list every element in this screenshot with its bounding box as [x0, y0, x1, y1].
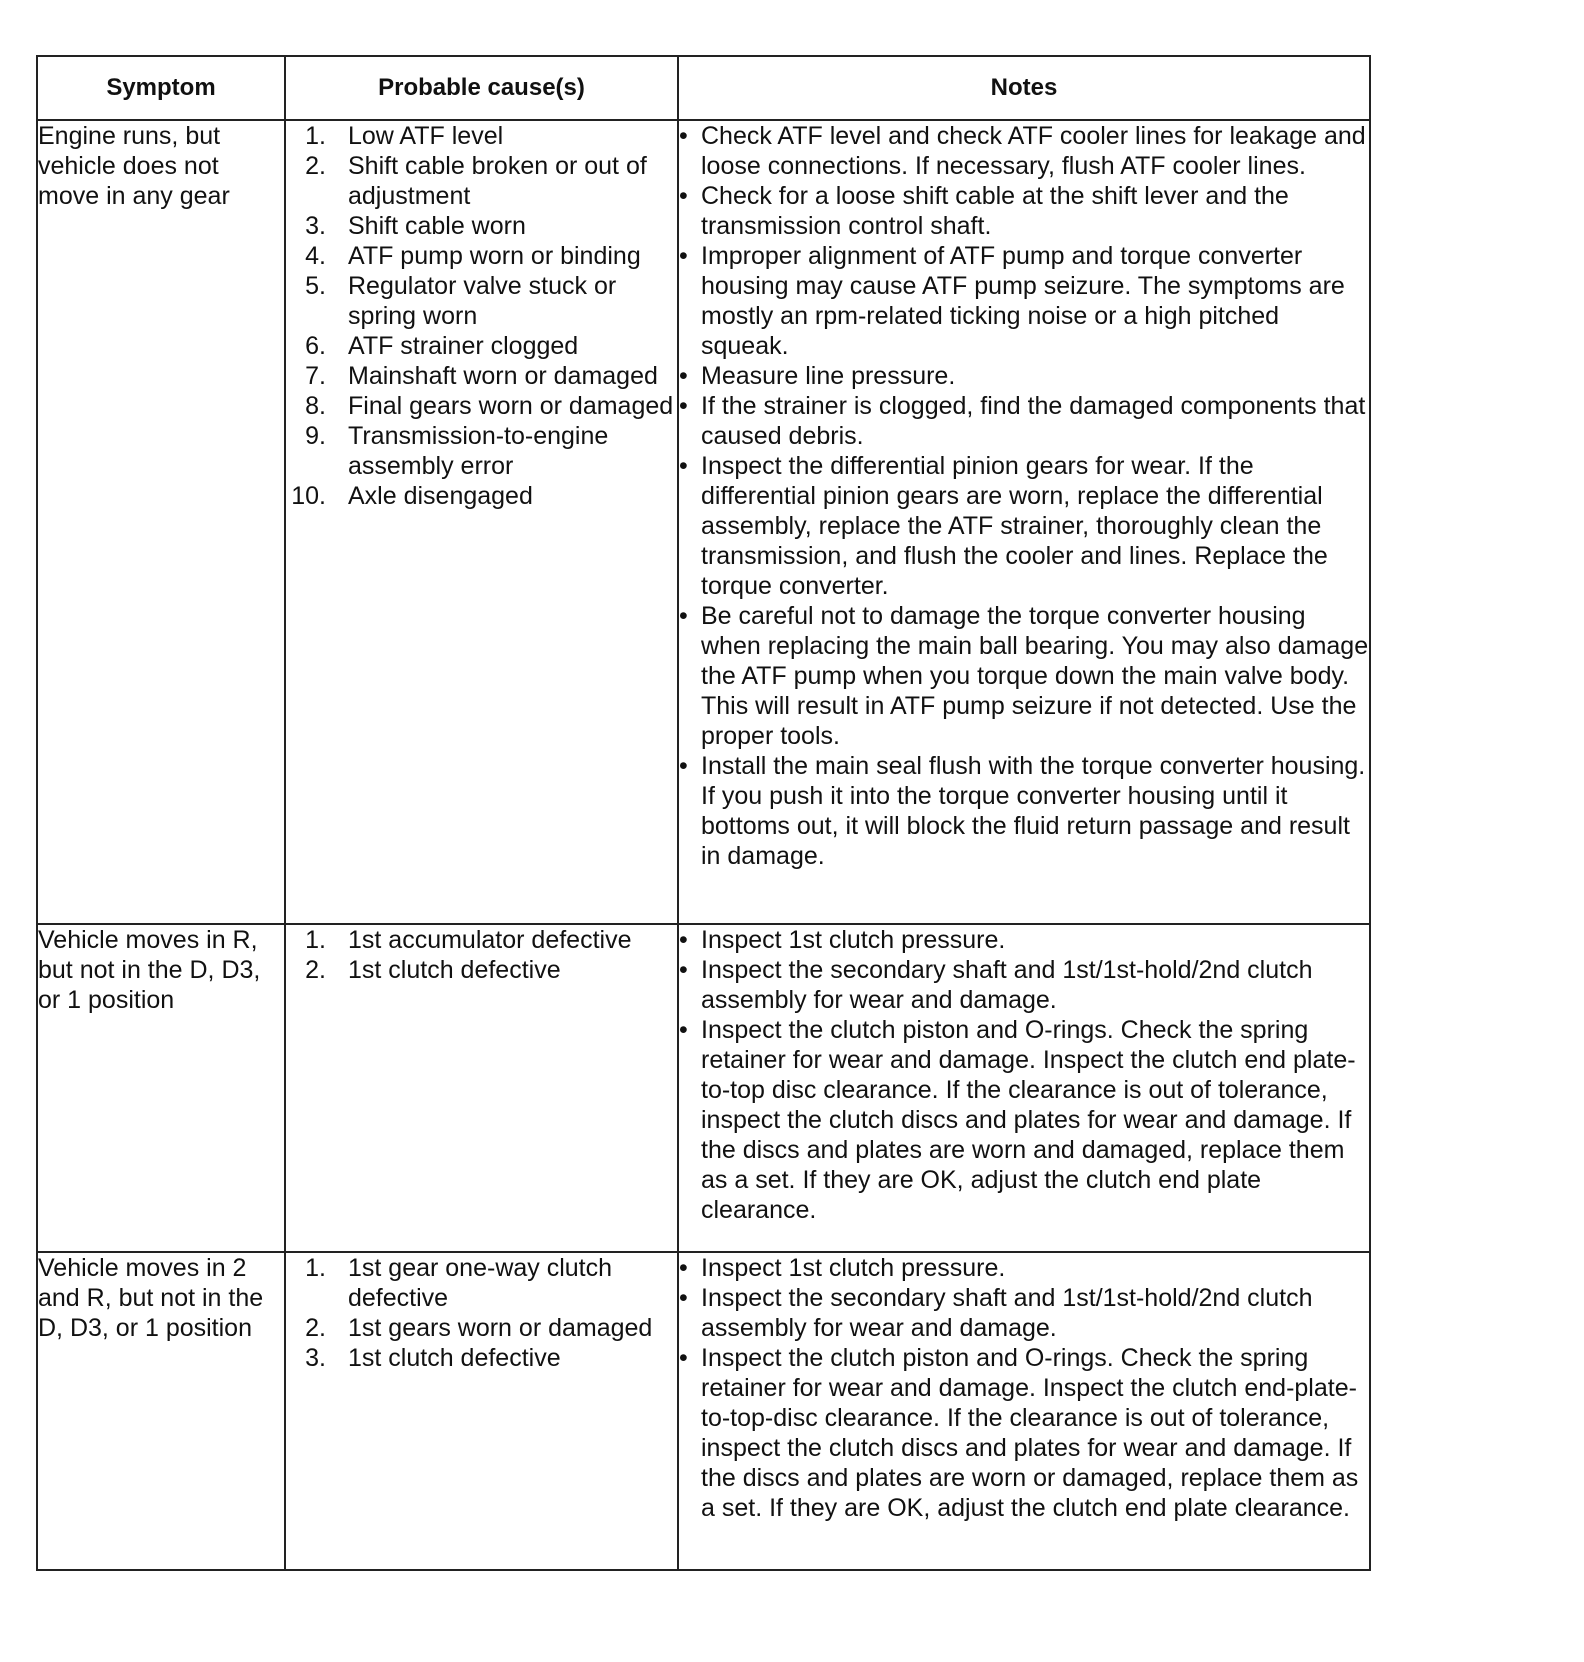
cause-text: ATF strainer clogged	[348, 332, 579, 360]
note-item	[679, 1253, 1369, 1283]
note-item	[679, 241, 1369, 361]
cause-number: 2.	[305, 152, 326, 180]
cause-number: 4.	[305, 242, 326, 270]
note-item	[679, 1015, 1369, 1225]
bullet-icon: •	[679, 1254, 688, 1282]
cause-text: 1st gear one-way clutch defective	[348, 1254, 613, 1312]
cause-number: 8.	[305, 392, 326, 420]
bullet-icon: •	[679, 122, 688, 150]
bullet-icon: •	[679, 242, 688, 270]
cause-item	[286, 1253, 677, 1313]
bullet-icon: •	[679, 362, 688, 390]
table-row	[37, 1252, 1370, 1570]
note-list	[679, 925, 1369, 1225]
cause-text: Shift cable broken or out of adjustment	[348, 152, 647, 210]
bullet-icon: •	[679, 1284, 688, 1312]
cause-text: Transmission-to-engine assembly error	[348, 422, 609, 480]
cause-number: 9.	[305, 422, 326, 450]
note-text: Inspect the clutch piston and O-rings. Check the spring retainer for wear and damage. Inspect the clutch end plate-to-top disc clearance. If the clearance is out of tolerance, inspect the clutch discs and plates for wear and damage. If the discs and plates are worn and damaged, replace them as a set. If they are OK, adjust the clutch end plate clearance.	[701, 1016, 1356, 1224]
header-probable-causes: Probable cause(s)	[285, 56, 678, 120]
cause-number: 1.	[305, 1254, 326, 1282]
header-row	[37, 56, 1370, 120]
bullet-icon: •	[679, 752, 688, 780]
cause-text: Regulator valve stuck or spring worn	[348, 272, 617, 330]
cause-item	[286, 1313, 677, 1343]
cause-item	[286, 241, 677, 271]
cause-number: 3.	[305, 1344, 326, 1372]
cause-number: 3.	[305, 212, 326, 240]
cause-text: 1st gears worn or damaged	[348, 1314, 653, 1342]
note-text: Be careful not to damage the torque converter housing when replacing the main ball bearing. You may also damage the ATF pump when you torque down the main valve body. This will result in ATF pump seizure if not detected. Use the proper tools.	[701, 602, 1369, 750]
note-text: Install the main seal flush with the torque converter housing. If you push it into the torque converter housing until it bottoms out, it will block the fluid return passage and result in damage.	[701, 752, 1366, 870]
cause-list	[286, 925, 677, 985]
cause-number: 7.	[305, 362, 326, 390]
note-item	[679, 925, 1369, 955]
note-item	[679, 1283, 1369, 1343]
cause-item	[286, 331, 677, 361]
note-text: Inspect the differential pinion gears for wear. If the differential pinion gears are worn, replace the differential assembly, replace the ATF strainer, thoroughly clean the transmission, and flush the cooler and lines. Replace the torque converter.	[701, 452, 1328, 600]
cause-number: 1.	[305, 926, 326, 954]
note-text: Measure line pressure.	[701, 362, 956, 390]
cause-item	[286, 121, 677, 151]
header-symptom: Symptom	[37, 56, 285, 120]
cause-text: 1st clutch defective	[348, 956, 561, 984]
cause-number: 10.	[291, 482, 326, 510]
cause-text: 1st accumulator defective	[348, 926, 632, 954]
cause-text: Mainshaft worn or damaged	[348, 362, 658, 390]
note-item	[679, 181, 1369, 241]
note-text: Check ATF level and check ATF cooler lines for leakage and loose connections. If necessary, flush ATF cooler lines.	[701, 122, 1366, 180]
symptom-cell: Vehicle moves in 2 and R, but not in the D, D3, or 1 position	[37, 1252, 285, 1570]
bullet-icon: •	[679, 392, 688, 420]
cause-number: 6.	[305, 332, 326, 360]
cause-item	[286, 925, 677, 955]
bullet-icon: •	[679, 956, 688, 984]
cause-item	[286, 391, 677, 421]
cause-text: Shift cable worn	[348, 212, 526, 240]
note-item	[679, 601, 1369, 751]
cause-number: 1.	[305, 122, 326, 150]
cause-item	[286, 271, 677, 331]
bullet-icon: •	[679, 1344, 688, 1372]
notes-cell	[678, 120, 1370, 924]
note-list	[679, 1253, 1369, 1523]
causes-cell	[285, 924, 678, 1252]
header-notes: Notes	[678, 56, 1370, 120]
note-text: Inspect the secondary shaft and 1st/1st-hold/2nd clutch assembly for wear and damage.	[701, 1284, 1313, 1342]
bullet-icon: •	[679, 602, 688, 630]
note-text: Inspect the secondary shaft and 1st/1st-hold/2nd clutch assembly for wear and damage.	[701, 956, 1313, 1014]
cause-text: 1st clutch defective	[348, 1344, 561, 1372]
note-text: Inspect the clutch piston and O-rings. Check the spring retainer for wear and damage. Inspect the clutch end-plate-to-top-disc clearance. If the clearance is out of tolerance, inspect the clutch discs and plates for wear and damage. If the discs and plates are worn or damaged, replace them as a set. If they are OK, adjust the clutch end plate clearance.	[701, 1344, 1359, 1522]
symptom-cell: Engine runs, but vehicle does not move in any gear	[37, 120, 285, 924]
note-item	[679, 955, 1369, 1015]
table-row	[37, 120, 1370, 924]
cause-item	[286, 481, 677, 511]
cause-number: 2.	[305, 1314, 326, 1342]
cause-list	[286, 121, 677, 511]
cause-item	[286, 361, 677, 391]
note-text: Inspect 1st clutch pressure.	[701, 926, 1006, 954]
note-item	[679, 451, 1369, 601]
cause-text: Axle disengaged	[348, 482, 533, 510]
causes-cell	[285, 1252, 678, 1570]
note-text: Inspect 1st clutch pressure.	[701, 1254, 1006, 1282]
cause-number: 2.	[305, 956, 326, 984]
note-item	[679, 751, 1369, 871]
cause-text: Final gears worn or damaged	[348, 392, 674, 420]
cause-text: ATF pump worn or binding	[348, 242, 641, 270]
causes-cell	[285, 120, 678, 924]
bullet-icon: •	[679, 182, 688, 210]
cause-list	[286, 1253, 677, 1373]
cause-text: Low ATF level	[348, 122, 504, 150]
note-item	[679, 391, 1369, 451]
note-item	[679, 121, 1369, 181]
cause-item	[286, 1343, 677, 1373]
note-list	[679, 121, 1369, 871]
notes-cell	[678, 924, 1370, 1252]
cause-number: 5.	[305, 272, 326, 300]
cause-item	[286, 211, 677, 241]
bullet-icon: •	[679, 926, 688, 954]
table-row	[37, 924, 1370, 1252]
cause-item	[286, 151, 677, 211]
note-item	[679, 361, 1369, 391]
bullet-icon: •	[679, 1016, 688, 1044]
troubleshooting-table	[36, 55, 1371, 1571]
notes-cell	[678, 1252, 1370, 1570]
cause-item	[286, 421, 677, 481]
cause-item	[286, 955, 677, 985]
bullet-icon: •	[679, 452, 688, 480]
note-text: If the strainer is clogged, find the damaged components that caused debris.	[701, 392, 1366, 450]
note-text: Improper alignment of ATF pump and torque converter housing may cause ATF pump seizure. The symptoms are mostly an rpm-related ticking noise or a high pitched squeak.	[701, 242, 1345, 360]
note-text: Check for a loose shift cable at the shift lever and the transmission control shaft.	[701, 182, 1289, 240]
note-item	[679, 1343, 1369, 1523]
symptom-cell: Vehicle moves in R, but not in the D, D3, or 1 position	[37, 924, 285, 1252]
